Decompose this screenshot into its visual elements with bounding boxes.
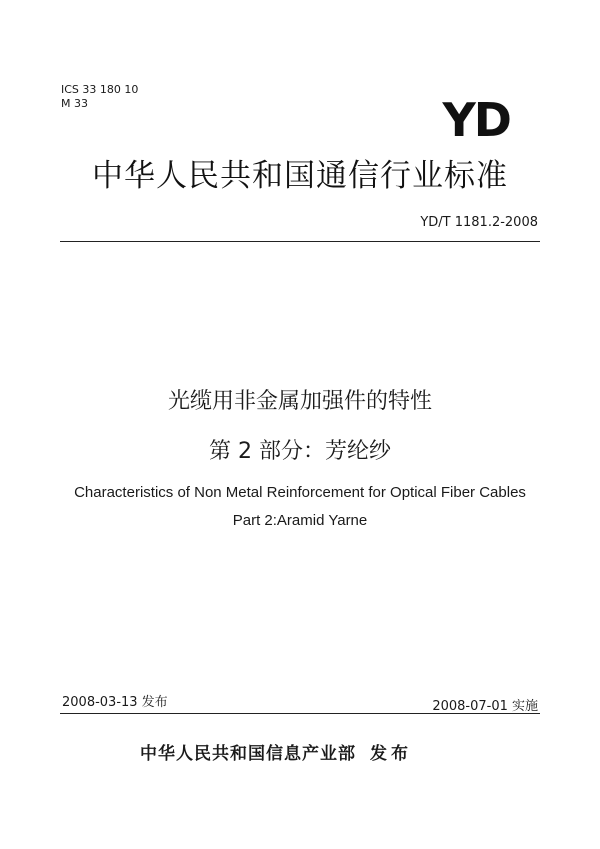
issuer [140, 739, 412, 764]
chinese-part-title: 第 2 部分：芳纶纱 [209, 439, 391, 464]
english-title: Characteristics of Non Metal Reinforcement for Optical Fiber Cables [74, 484, 526, 501]
issue-date: 2008-03-13 发布 [62, 695, 168, 710]
classification-codes [61, 83, 138, 111]
bottom-divider [60, 713, 540, 714]
ccs-code: M 33 [61, 97, 88, 110]
issuer-action: 发布 [370, 744, 412, 764]
issuer-name: 中华人民共和国信息产业部 [140, 744, 356, 764]
implementation-date: 2008-07-01 实施 [432, 699, 538, 714]
chinese-title: 光缆用非金属加强件的特性 [167, 389, 432, 414]
english-part-title: Part 2:Aramid Yarne [232, 512, 368, 529]
org-title: 中华人民共和国通信行业标准 [92, 158, 508, 194]
yd-logo: YD [442, 93, 510, 147]
standard-number: YD/T 1181.2-2008 [420, 215, 538, 230]
ics-code: ICS 33 180 10 [61, 83, 139, 96]
top-divider [60, 241, 540, 242]
